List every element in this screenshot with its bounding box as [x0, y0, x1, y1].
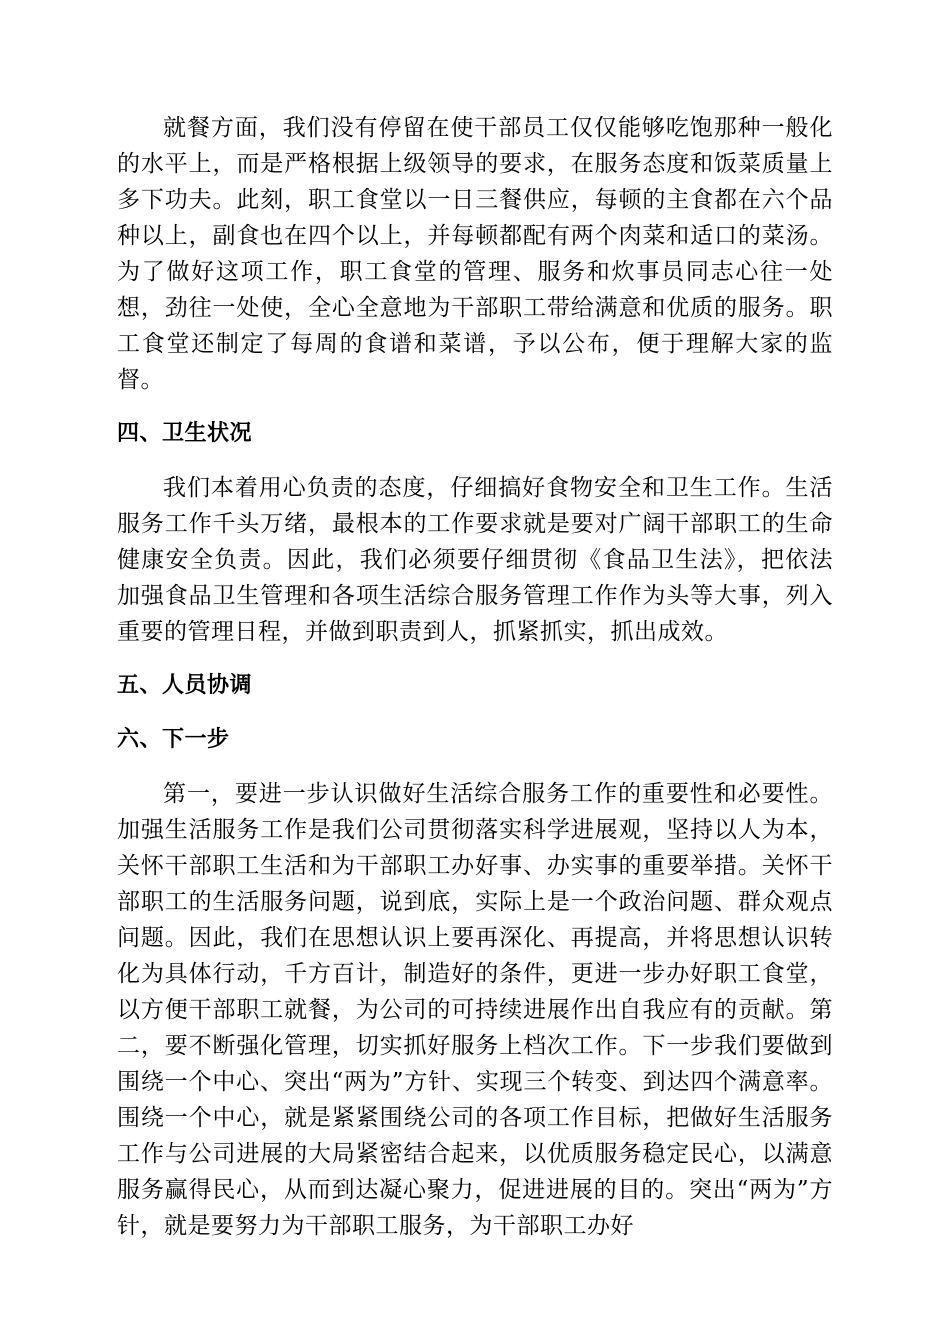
paragraph-hygiene: 我们本着用心负责的态度，仔细搞好食物安全和卫生工作。生活服务工作千头万绪，最根本的工作要求就是要对广阔干部职工的生命健康安全负责。因此，我们必须要仔细贯彻《食品卫生法》，把依法加强食品卫生管理和各项生活综合服务管理工作作为头等大事，列入重要的管理日程，并做到职责到人，抓紧抓实，抓出成效。 [117, 475, 833, 645]
heading-staff-coordination: 五、人员协调 [117, 673, 253, 698]
paragraph-next-steps: 第一，要进一步认识做好生活综合服务工作的重要性和必要性。加强生活服务工作是我们公司贯彻落实科学进展观，坚持以人为本，关怀干部职工生活和为干部职工办好事、办实事的重要举措。关怀干部职工的生活服务问题，说到底，实际上是一个政治问题、群众观点问题。因此，我们在思想认识上要再深化、再提高，并将思想认识转化为具体行动，千方百计，制造好的条件，更进一步办好职工食堂，以方便干部职工就餐，为公司的可持续进展作出自我应有的贡献。第二，要不断强化管理，切实抓好服务上档次工作。下一步我们要做到围绕一个中心、突出“两为”方针、实现三个转变、到达四个满意率。围绕一个中心，就是紧紧围绕公司的各项工作目标，把做好生活服务工作与公司进展的大局紧密结合起来，以优质服务稳定民心，以满意服务赢得民心，从而到达凝心聚力，促进进展的目的。突出“两为”方针，就是要努力为干部职工服务，为干部职工办好 [117, 781, 833, 1239]
paragraph-dining: 就餐方面，我们没有停留在使干部员工仅仅能够吃饱那种一般化的水平上，而是严格根据上级领导的要求，在服务态度和饭菜质量上多下功夫。此刻，职工食堂以一日三餐供应，每顿的主食都在六个品种以上，副食也在四个以上，并每顿都配有两个肉菜和适口的菜汤。为了做好这项工作，职工食堂的管理、服务和炊事员同志心往一处想，劲往一处使，全心全意地为干部职工带给满意和优质的服务。职工食堂还制定了每周的食谱和菜谱，予以公布，便于理解大家的监督。 [117, 115, 833, 393]
heading-hygiene: 四、卫生状况 [117, 421, 253, 446]
heading-next-steps: 六、下一步 [117, 727, 230, 752]
